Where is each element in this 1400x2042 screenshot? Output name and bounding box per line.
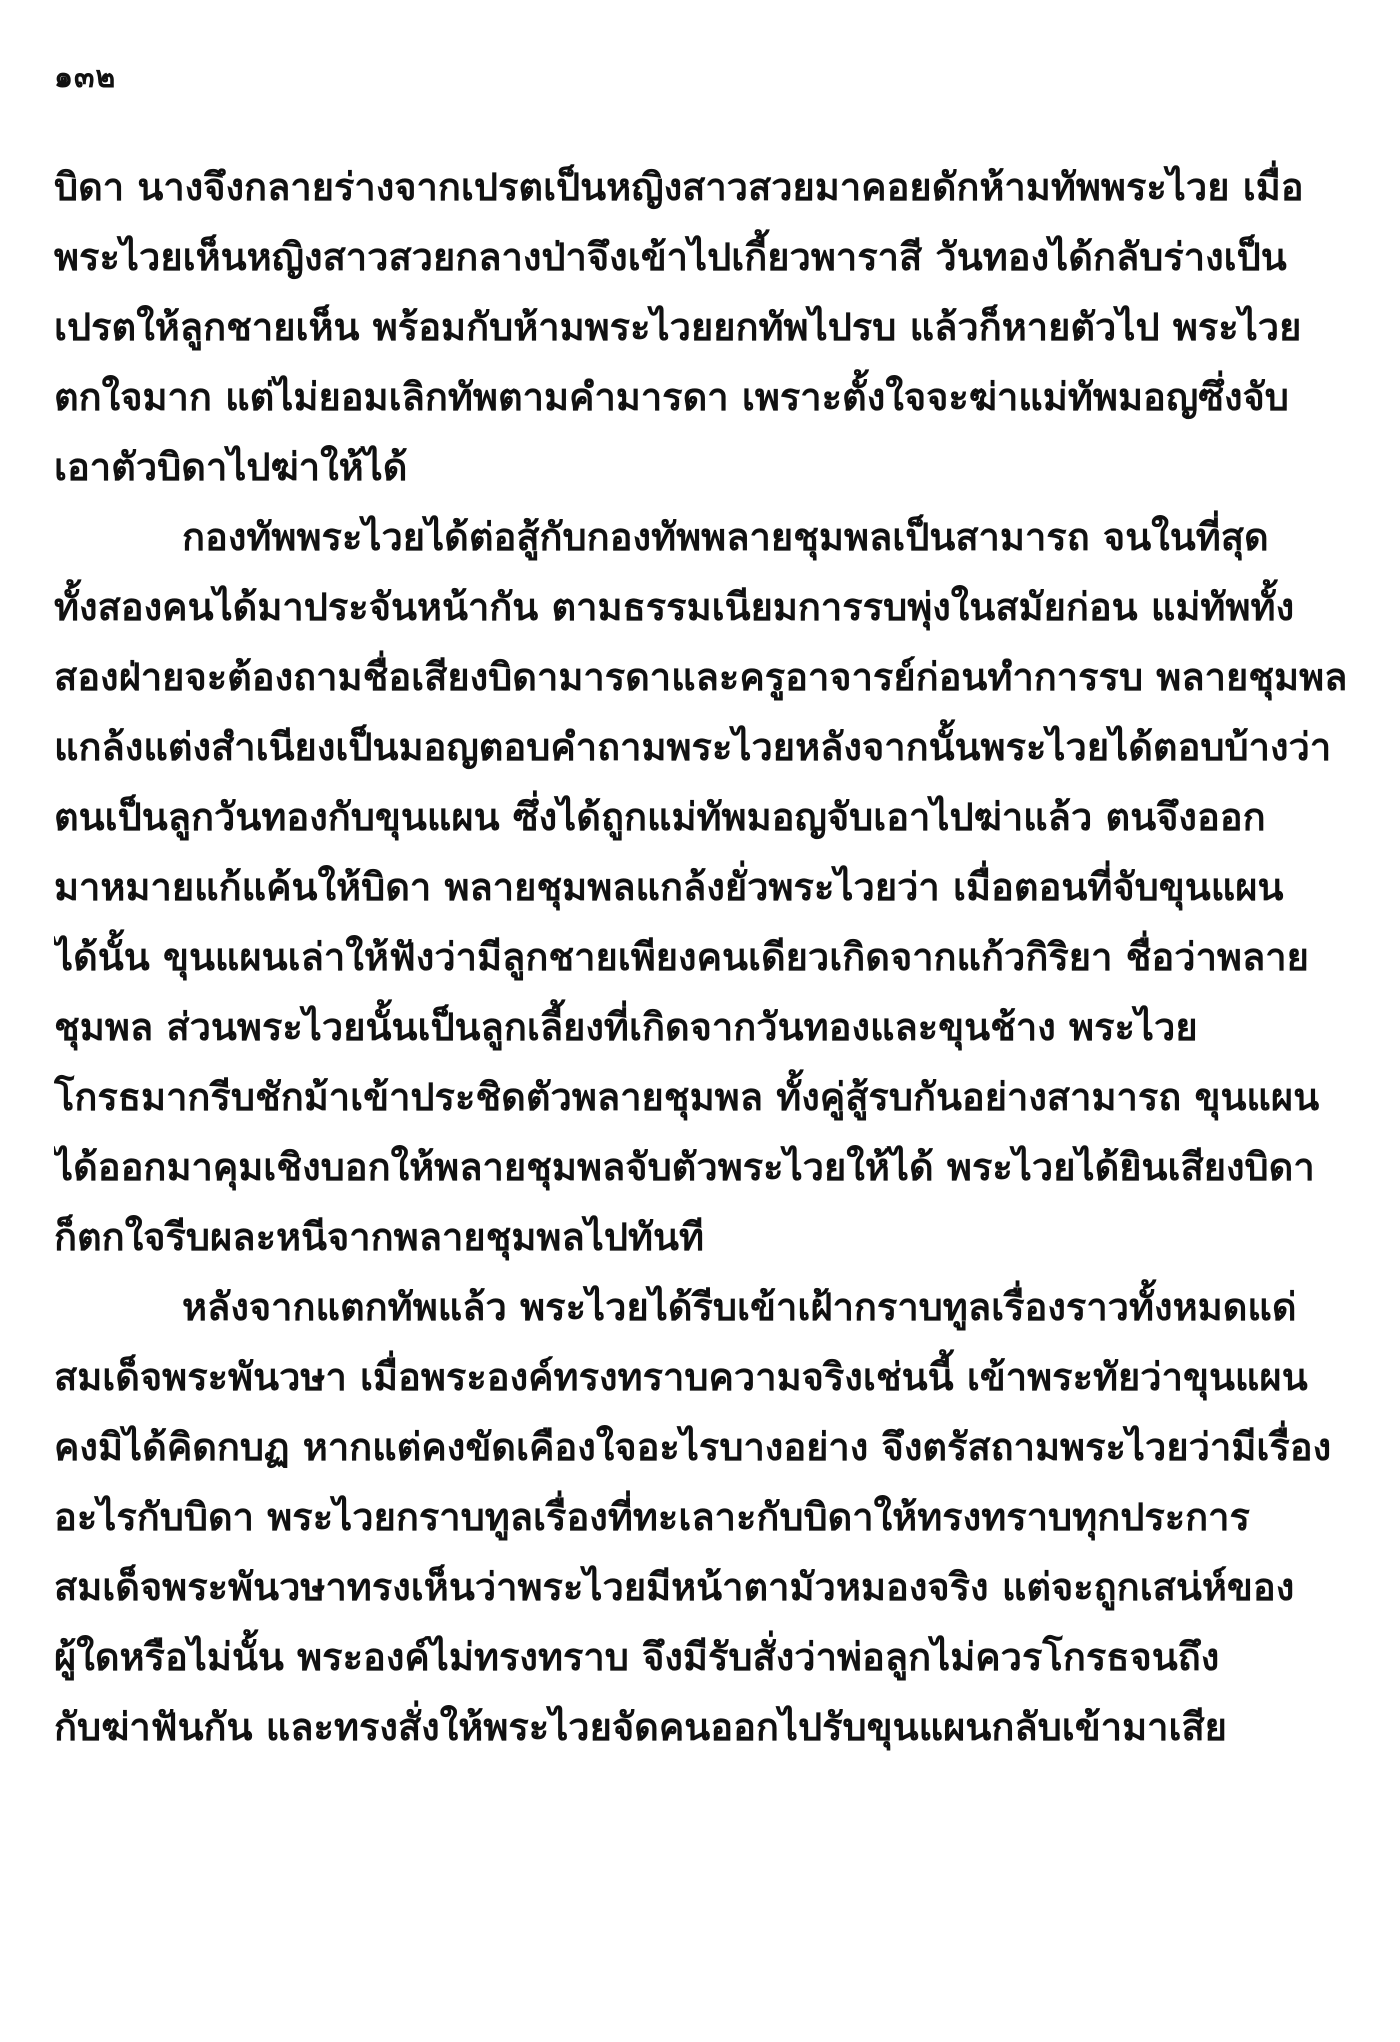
text-line: ได้นั้น ขุนแผนเล่าให้ฟังว่ามีลูกชายเพียงคนเดียวเกิดจากแก้วกิริยา ชื่อว่าพลาย <box>54 935 1309 979</box>
text-line: บิดา นางจึงกลายร่างจากเปรตเป็นหญิงสาวสวยมาคอยดักห้ามทัพพระไวย เมื่อ <box>54 165 1304 209</box>
text-line: สมเด็จพระพันวษา เมื่อพระองค์ทรงทราบความจริงเช่นนี้ เข้าพระทัยว่าขุนแผน <box>54 1355 1308 1399</box>
text-line: สองฝ่ายจะต้องถามชื่อเสียงบิดามารดาและครูอาจารย์ก่อนทำการรบ พลายชุมพล <box>54 655 1348 699</box>
text-line: อะไรกับบิดา พระไวยกราบทูลเรื่องที่ทะเลาะกับบิดาให้ทรงทราบทุกประการ <box>54 1495 1250 1539</box>
text-line: โกรธมากรีบชักม้าเข้าประชิดตัวพลายชุมพล ทั้งคู่สู้รบกันอย่างสามารถ ขุนแผน <box>54 1075 1320 1119</box>
text-line: คงมิได้คิดกบฏ หากแต่คงขัดเคืองใจอะไรบางอย่าง จึงตรัสถามพระไวยว่ามีเรื่อง <box>54 1425 1332 1469</box>
body-text <box>54 152 1354 1762</box>
page-number: ๑๓๒ <box>54 60 117 95</box>
paragraph-start-line: กองทัพพระไวยได้ต่อสู้กับกองทัพพลายชุมพลเป็นสามารถ จนในที่สุด <box>182 515 1269 559</box>
text-line: ผู้ใดหรือไม่นั้น พระองค์ไม่ทรงทราบ จึงมีรับสั่งว่าพ่อลูกไม่ควรโกรธจนถึง <box>54 1635 1220 1679</box>
paragraph-start-line: หลังจากแตกทัพแล้ว พระไวยได้รีบเข้าเฝ้ากราบทูลเรื่องราวทั้งหมดแด่ <box>182 1285 1297 1329</box>
text-line: ก็ตกใจรีบผละหนีจากพลายชุมพลไปทันที <box>54 1215 705 1259</box>
text-line: เปรตให้ลูกชายเห็น พร้อมกับห้ามพระไวยยกทัพไปรบ แล้วก็หายตัวไป พระไวย <box>54 305 1302 349</box>
text-line: ได้ออกมาคุมเชิงบอกให้พลายชุมพลจับตัวพระไวยให้ได้ พระไวยได้ยินเสียงบิดา <box>54 1145 1315 1189</box>
text-line: ตนเป็นลูกวันทองกับขุนแผน ซึ่งได้ถูกแม่ทัพมอญจับเอาไปฆ่าแล้ว ตนจึงออก <box>54 795 1266 839</box>
text-line: กับฆ่าฟันกัน และทรงสั่งให้พระไวยจัดคนออกไปรับขุนแผนกลับเข้ามาเสีย <box>54 1705 1227 1749</box>
text-line: ทั้งสองคนได้มาประจันหน้ากัน ตามธรรมเนียมการรบพุ่งในสมัยก่อน แม่ทัพทั้ง <box>54 585 1295 629</box>
text-line: สมเด็จพระพันวษาทรงเห็นว่าพระไวยมีหน้าตามัวหมองจริง แต่จะถูกเสน่ห์ของ <box>54 1565 1295 1609</box>
text-line: ตกใจมาก แต่ไม่ยอมเลิกทัพตามคำมารดา เพราะตั้งใจจะฆ่าแม่ทัพมอญซึ่งจับ <box>54 375 1289 419</box>
text-line: เอาตัวบิดาไปฆ่าให้ได้ <box>54 445 408 489</box>
text-line: พระไวยเห็นหญิงสาวสวยกลางป่าจึงเข้าไปเกี้ยวพาราสี วันทองได้กลับร่างเป็น <box>54 235 1287 279</box>
text-line: แกล้งแต่งสำเนียงเป็นมอญตอบคำถามพระไวยหลังจากนั้นพระไวยได้ตอบบ้างว่า <box>54 725 1332 769</box>
text-line: ชุมพล ส่วนพระไวยนั้นเป็นลูกเลี้ยงที่เกิดจากวันทองและขุนช้าง พระไวย <box>54 1005 1198 1049</box>
text-line: มาหมายแก้แค้นให้บิดา พลายชุมพลแกล้งยั่วพระไวยว่า เมื่อตอนที่จับขุนแผน <box>54 865 1284 909</box>
